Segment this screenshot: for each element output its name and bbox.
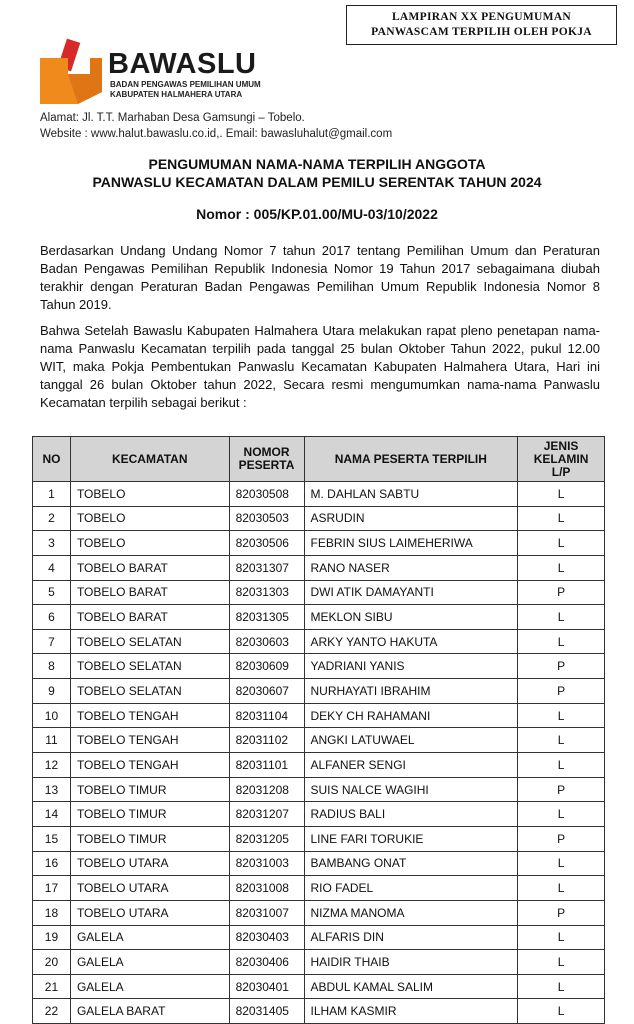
cell-nomor-peserta: 82030508 bbox=[229, 482, 304, 507]
table-row bbox=[33, 753, 605, 778]
cell-jenis-kelamin: L bbox=[518, 950, 605, 975]
table-header-row bbox=[33, 437, 605, 482]
table-row bbox=[33, 802, 605, 827]
cell-jenis-kelamin: P bbox=[518, 679, 605, 704]
cell-no: 22 bbox=[33, 999, 71, 1024]
paragraph-announcement: Bahwa Setelah Bawaslu Kabupaten Halmahera Utara melakukan rapat pleno penetapan nama-nama Panwaslu Kecamatan terpilih pada tanggal 25 bulan Oktober Tahun 2022, pukul 12.00 WIT, maka Pokja Pembentukan Panwaslu Kecamatan Kabupaten Halmahera Utara, Hari ini tanggal 26 bulan Oktober tahun 2022, Secara resmi mengumumkan nama-nama Panwaslu Kecamatan terpilih sebagai berikut : bbox=[40, 323, 600, 410]
cell-jenis-kelamin: P bbox=[518, 900, 605, 925]
cell-nomor-peserta: 82031003 bbox=[229, 851, 304, 876]
header-jenis-line-2: KELAMIN bbox=[533, 451, 589, 466]
document-number: Nomor : 005/KP.01.00/MU-03/10/2022 bbox=[196, 206, 438, 222]
table-row bbox=[33, 605, 605, 630]
cell-nama: NURHAYATI IBRAHIM bbox=[304, 679, 518, 704]
cell-kecamatan: TOBELO TENGAH bbox=[70, 753, 229, 778]
cell-nama: ANGKI LATUWAEL bbox=[304, 728, 518, 753]
table-row bbox=[33, 482, 605, 507]
cell-kecamatan: TOBELO UTARA bbox=[70, 900, 229, 925]
cell-nomor-peserta: 82030609 bbox=[229, 654, 304, 679]
cell-no: 20 bbox=[33, 950, 71, 975]
table-row bbox=[33, 999, 605, 1024]
cell-kecamatan: TOBELO TIMUR bbox=[70, 802, 229, 827]
cell-no: 21 bbox=[33, 974, 71, 999]
table-row bbox=[33, 925, 605, 950]
cell-nama: RIO FADEL bbox=[304, 876, 518, 901]
cell-jenis-kelamin: L bbox=[518, 974, 605, 999]
cell-nama: YADRIANI YANIS bbox=[304, 654, 518, 679]
table-row bbox=[33, 974, 605, 999]
header-nomor-line-1: NOMOR bbox=[243, 445, 290, 459]
attachment-label-box bbox=[346, 5, 617, 45]
table-row bbox=[33, 703, 605, 728]
address-block bbox=[40, 110, 392, 142]
cell-jenis-kelamin: P bbox=[518, 580, 605, 605]
cell-no: 16 bbox=[33, 851, 71, 876]
cell-kecamatan: GALELA BARAT bbox=[70, 999, 229, 1024]
cell-nama: LINE FARI TORUKIE bbox=[304, 826, 518, 851]
cell-jenis-kelamin: L bbox=[518, 555, 605, 580]
header-jenis-kelamin bbox=[518, 437, 605, 482]
cell-nama: RADIUS BALI bbox=[304, 802, 518, 827]
cell-nomor-peserta: 82031307 bbox=[229, 555, 304, 580]
cell-nama: SUIS NALCE WAGIHI bbox=[304, 777, 518, 802]
title-line-1: PENGUMUMAN NAMA-NAMA TERPILIH ANGGOTA bbox=[148, 156, 486, 172]
logo-subtitle-line-1: BADAN PENGAWAS PEMILIHAN UMUM bbox=[110, 80, 261, 89]
cell-no: 6 bbox=[33, 605, 71, 630]
cell-nomor-peserta: 82031208 bbox=[229, 777, 304, 802]
cell-jenis-kelamin: L bbox=[518, 605, 605, 630]
cell-no: 2 bbox=[33, 506, 71, 531]
cell-jenis-kelamin: L bbox=[518, 851, 605, 876]
cell-nomor-peserta: 82030401 bbox=[229, 974, 304, 999]
cell-kecamatan: TOBELO bbox=[70, 531, 229, 556]
attachment-line-2: PANWASCAM TERPILIH OLEH POKJA bbox=[371, 26, 592, 38]
bawaslu-logo-icon bbox=[38, 38, 104, 106]
paragraph-legal-basis: Berdasarkan Undang Undang Nomor 7 tahun 2017 tentang Pemilihan Umum dan Peraturan Badan Pengawas Pemilihan Republik Indonesia Nomor 19 Tahun 2017 sebagaimana diubah terakhir dengan Peraturan Badan Pengawas Pemilihan Umum Republik Indonesia Nomor 8 Tahun 2019. bbox=[40, 243, 600, 312]
header-kecamatan: KECAMATAN bbox=[70, 437, 229, 482]
table-row bbox=[33, 629, 605, 654]
cell-nama: ASRUDIN bbox=[304, 506, 518, 531]
table-row bbox=[33, 777, 605, 802]
cell-no: 10 bbox=[33, 703, 71, 728]
cell-no: 14 bbox=[33, 802, 71, 827]
cell-kecamatan: TOBELO UTARA bbox=[70, 876, 229, 901]
address-line: Alamat: Jl. T.T. Marhaban Desa Gamsungi – Tobelo. bbox=[40, 112, 305, 124]
elected-members-table bbox=[32, 436, 605, 1024]
cell-nama: BAMBANG ONAT bbox=[304, 851, 518, 876]
cell-nomor-peserta: 82031102 bbox=[229, 728, 304, 753]
cell-nomor-peserta: 82031305 bbox=[229, 605, 304, 630]
cell-no: 13 bbox=[33, 777, 71, 802]
cell-no: 8 bbox=[33, 654, 71, 679]
cell-nomor-peserta: 82031405 bbox=[229, 999, 304, 1024]
table-body bbox=[33, 482, 605, 1024]
cell-nama: HAIDIR THAIB bbox=[304, 950, 518, 975]
cell-nomor-peserta: 82030607 bbox=[229, 679, 304, 704]
header-nomor-peserta bbox=[229, 437, 304, 482]
table-row bbox=[33, 826, 605, 851]
table-row bbox=[33, 876, 605, 901]
cell-jenis-kelamin: L bbox=[518, 703, 605, 728]
cell-nama: DEKY CH RAHAMANI bbox=[304, 703, 518, 728]
table-row bbox=[33, 679, 605, 704]
table-row bbox=[33, 950, 605, 975]
cell-nama: RANO NASER bbox=[304, 555, 518, 580]
cell-nama: ILHAM KASMIR bbox=[304, 999, 518, 1024]
cell-kecamatan: GALELA bbox=[70, 974, 229, 999]
announcement-title bbox=[0, 155, 634, 191]
title-line-2: PANWASLU KECAMATAN DALAM PEMILU SERENTAK TAHUN 2024 bbox=[92, 174, 542, 190]
cell-nomor-peserta: 82030506 bbox=[229, 531, 304, 556]
cell-nama: ALFANER SENGI bbox=[304, 753, 518, 778]
cell-nomor-peserta: 82031205 bbox=[229, 826, 304, 851]
logo-subtitle bbox=[110, 80, 261, 100]
cell-no: 15 bbox=[33, 826, 71, 851]
cell-kecamatan: TOBELO bbox=[70, 506, 229, 531]
cell-no: 5 bbox=[33, 580, 71, 605]
cell-jenis-kelamin: L bbox=[518, 629, 605, 654]
cell-kecamatan: TOBELO SELATAN bbox=[70, 654, 229, 679]
logo-name: BAWASLU bbox=[108, 48, 257, 80]
cell-kecamatan: TOBELO UTARA bbox=[70, 851, 229, 876]
cell-no: 9 bbox=[33, 679, 71, 704]
table-row bbox=[33, 531, 605, 556]
cell-jenis-kelamin: L bbox=[518, 506, 605, 531]
cell-no: 17 bbox=[33, 876, 71, 901]
table-row bbox=[33, 851, 605, 876]
cell-nomor-peserta: 82031207 bbox=[229, 802, 304, 827]
cell-jenis-kelamin: L bbox=[518, 925, 605, 950]
header-nama: NAMA PESERTA TERPILIH bbox=[304, 437, 518, 482]
cell-nomor-peserta: 82031104 bbox=[229, 703, 304, 728]
cell-kecamatan: GALELA bbox=[70, 950, 229, 975]
table-row bbox=[33, 555, 605, 580]
cell-nomor-peserta: 82030503 bbox=[229, 506, 304, 531]
website-email-line: Website : www.halut.bawaslu.co.id,. Email: bawasluhalut@gmail.com bbox=[40, 128, 393, 140]
cell-jenis-kelamin: P bbox=[518, 777, 605, 802]
cell-no: 3 bbox=[33, 531, 71, 556]
cell-nomor-peserta: 82031007 bbox=[229, 900, 304, 925]
cell-nama: ARKY YANTO HAKUTA bbox=[304, 629, 518, 654]
cell-jenis-kelamin: L bbox=[518, 753, 605, 778]
table-row bbox=[33, 506, 605, 531]
cell-kecamatan: TOBELO TIMUR bbox=[70, 826, 229, 851]
header-jenis-line-3: L/P bbox=[551, 464, 571, 479]
cell-kecamatan: TOBELO BARAT bbox=[70, 580, 229, 605]
table-row bbox=[33, 580, 605, 605]
cell-nama: ABDUL KAMAL SALIM bbox=[304, 974, 518, 999]
cell-no: 4 bbox=[33, 555, 71, 580]
logo-subtitle-line-2: KABUPATEN HALMAHERA UTARA bbox=[110, 90, 243, 99]
cell-kecamatan: TOBELO TIMUR bbox=[70, 777, 229, 802]
cell-kecamatan: GALELA bbox=[70, 925, 229, 950]
cell-no: 7 bbox=[33, 629, 71, 654]
header-nomor-line-2: PESERTA bbox=[238, 458, 295, 472]
cell-jenis-kelamin: L bbox=[518, 482, 605, 507]
cell-jenis-kelamin: L bbox=[518, 728, 605, 753]
cell-nomor-peserta: 82030406 bbox=[229, 950, 304, 975]
cell-kecamatan: TOBELO SELATAN bbox=[70, 679, 229, 704]
cell-jenis-kelamin: P bbox=[518, 826, 605, 851]
cell-jenis-kelamin: L bbox=[518, 802, 605, 827]
cell-jenis-kelamin: L bbox=[518, 999, 605, 1024]
cell-jenis-kelamin: P bbox=[518, 654, 605, 679]
cell-kecamatan: TOBELO bbox=[70, 482, 229, 507]
cell-nama: DWI ATIK DAMAYANTI bbox=[304, 580, 518, 605]
cell-jenis-kelamin: L bbox=[518, 531, 605, 556]
attachment-line-1: LAMPIRAN XX PENGUMUMAN bbox=[391, 11, 572, 23]
cell-kecamatan: TOBELO BARAT bbox=[70, 555, 229, 580]
cell-no: 11 bbox=[33, 728, 71, 753]
header-jenis-line-1: JENIS bbox=[543, 438, 579, 453]
cell-nomor-peserta: 82031008 bbox=[229, 876, 304, 901]
cell-nama: M. DAHLAN SABTU bbox=[304, 482, 518, 507]
cell-nama: FEBRIN SIUS LAIMEHERIWA bbox=[304, 531, 518, 556]
cell-kecamatan: TOBELO TENGAH bbox=[70, 703, 229, 728]
cell-nomor-peserta: 82031303 bbox=[229, 580, 304, 605]
cell-jenis-kelamin: L bbox=[518, 876, 605, 901]
cell-no: 1 bbox=[33, 482, 71, 507]
cell-nomor-peserta: 82030603 bbox=[229, 629, 304, 654]
table-row bbox=[33, 728, 605, 753]
cell-nama: ALFARIS DIN bbox=[304, 925, 518, 950]
table-row bbox=[33, 654, 605, 679]
cell-no: 12 bbox=[33, 753, 71, 778]
cell-kecamatan: TOBELO TENGAH bbox=[70, 728, 229, 753]
cell-nama: NIZMA MANOMA bbox=[304, 900, 518, 925]
cell-no: 18 bbox=[33, 900, 71, 925]
cell-nomor-peserta: 82030403 bbox=[229, 925, 304, 950]
header-no: NO bbox=[33, 437, 71, 482]
cell-kecamatan: TOBELO BARAT bbox=[70, 605, 229, 630]
cell-nama: MEKLON SIBU bbox=[304, 605, 518, 630]
cell-kecamatan: TOBELO SELATAN bbox=[70, 629, 229, 654]
cell-no: 19 bbox=[33, 925, 71, 950]
cell-nomor-peserta: 82031101 bbox=[229, 753, 304, 778]
table-row bbox=[33, 900, 605, 925]
